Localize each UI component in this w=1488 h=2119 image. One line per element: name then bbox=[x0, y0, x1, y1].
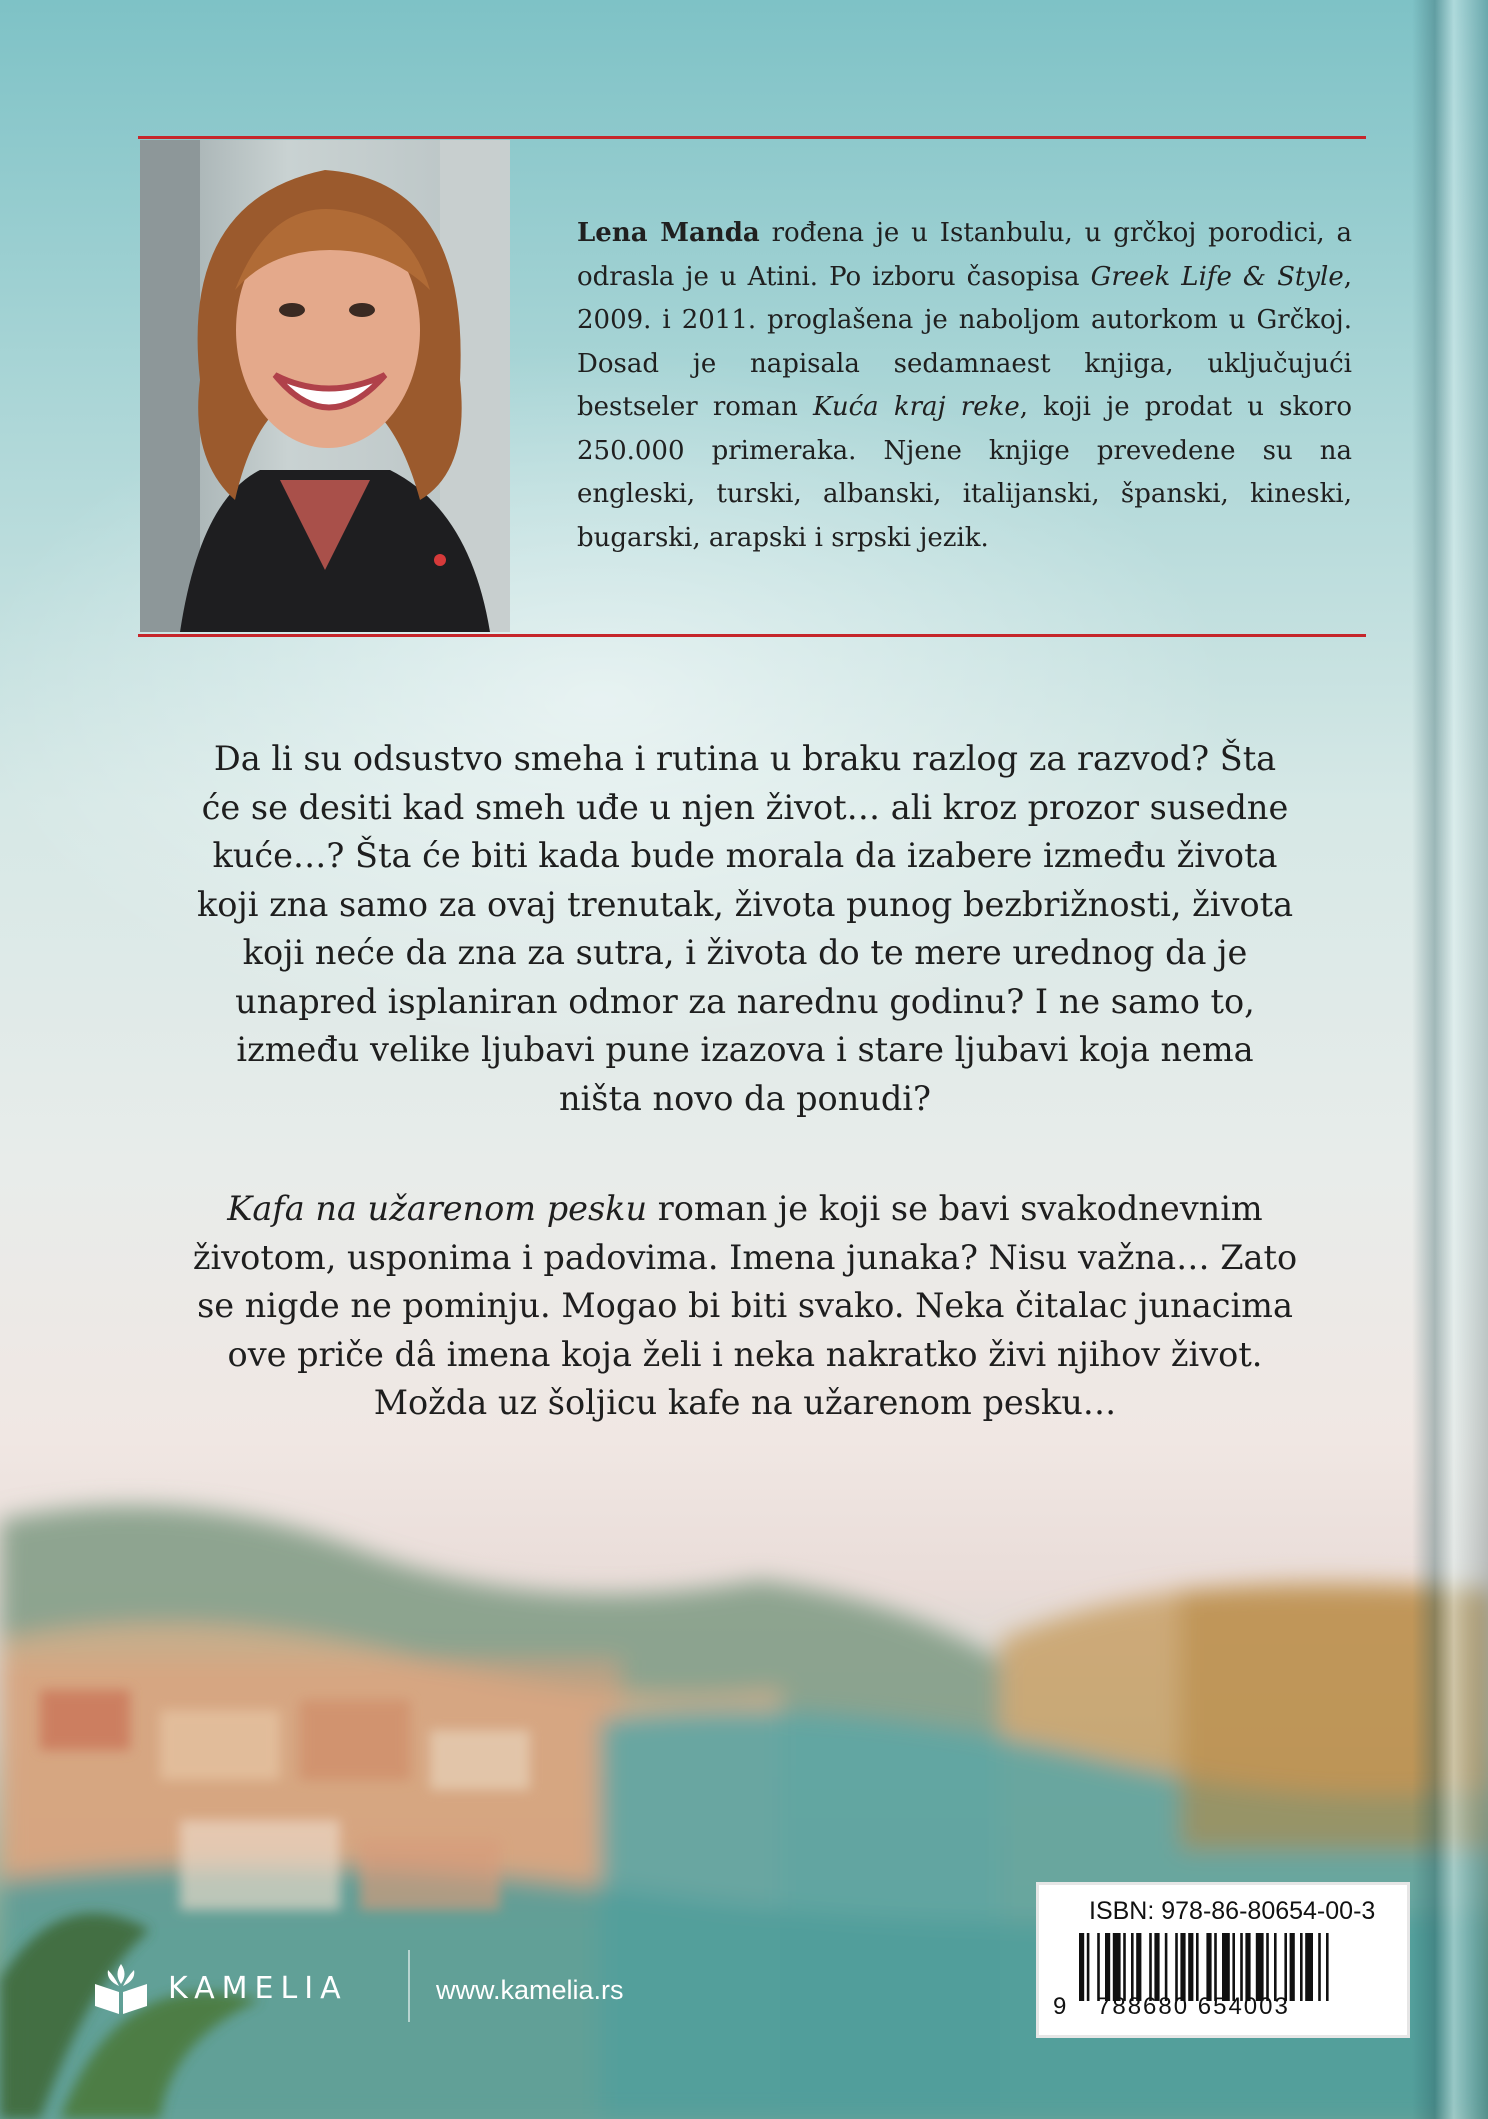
blurb-paragraph-1: Da li su odsustvo smeha i rutina u braku razlog za razvod? Šta će se desiti kad smeh uđe u njen život… ali kroz prozor susedne kuće…? Šta će biti kada bude morala da izabere između života koji zna samo za ovaj trenutak, života punog bezbrižnosti, života koji neće da zna za sutra, i života do te mere urednog da je unapred isplaniran odmor za narednu godinu? I ne samo to, između velike ljubavi pune izazova i stare ljubavi koja nema ništa novo da ponudi? bbox=[196, 739, 1294, 1118]
magazine-title: Greek Life & Style bbox=[1090, 261, 1344, 292]
barcode-bar bbox=[1274, 1933, 1277, 2001]
barcode-bar bbox=[1113, 1933, 1121, 2001]
barcode-bar bbox=[1305, 1933, 1313, 2001]
barcode-graphic bbox=[1079, 1933, 1389, 2001]
barcode-bar bbox=[1284, 1933, 1287, 2001]
book-title: Kafa na užarenom pesku bbox=[227, 1189, 648, 1228]
barcode-bar bbox=[1087, 1933, 1090, 2001]
publisher-website[interactable]: www.kamelia.rs bbox=[436, 1975, 624, 2005]
blurb-paragraph-2 bbox=[190, 1185, 1300, 1428]
bottom-red-rule bbox=[138, 634, 1366, 637]
barcode-bar bbox=[1165, 1933, 1168, 2001]
barcode-bar bbox=[1079, 1933, 1084, 2001]
bio-text-2: , 2009. i 2011. proglašena je naboljom autorkom u Grčkoj. Dosad je napisala sedamnaest knjiga, uključujući bestseler roman bbox=[577, 261, 1352, 422]
barcode-bar bbox=[1206, 1933, 1211, 2001]
barcode-bar bbox=[1097, 1933, 1100, 2001]
author-name: Lena Manda bbox=[577, 218, 760, 248]
author-photo bbox=[140, 140, 510, 632]
barcode-bar bbox=[1131, 1933, 1134, 2001]
book-flame-logo-icon bbox=[92, 1960, 150, 2016]
spine-fold bbox=[1412, 0, 1488, 2119]
barcode-bar bbox=[1240, 1933, 1243, 2001]
top-red-rule bbox=[138, 136, 1366, 139]
barcode-bar bbox=[1214, 1933, 1217, 2001]
barcode-bar bbox=[1245, 1933, 1250, 2001]
barcode-bar bbox=[1222, 1933, 1230, 2001]
barcode-bar bbox=[1300, 1933, 1303, 2001]
bio-text-1: rođena je u Istanbulu, u grčkoj porodici, a odrasla je u Atini. Po izboru časopisa bbox=[577, 218, 1352, 292]
barcode-bar bbox=[1318, 1933, 1321, 2001]
blurb-paragraph-2-text: roman je koji se bavi svakodnevnim životom, usponima i padovima. Imena junaka? Nisu važna… Zato se nigde ne pominju. Mogao bi biti svako. Neka čitalac junacima ove priče dâ imena koja želi i neka nakratko živi njihov život. Možda uz šoljicu kafe na užarenom pesku… bbox=[192, 1189, 1298, 1422]
bestseller-title: Kuća kraj reke bbox=[813, 392, 1020, 422]
barcode-bar bbox=[1149, 1933, 1152, 2001]
logo-divider bbox=[408, 1950, 410, 2022]
barcode-bar bbox=[1154, 1933, 1159, 2001]
barcode-main-digits: 788680 654003 bbox=[1097, 1993, 1290, 2020]
barcode-bar bbox=[1266, 1933, 1269, 2001]
bio-text-3: , koji je prodat u skoro 250.000 primeraka. Njene knjige prevedene su na engleski, turski, albanski, italijanski, španski, kineski, bugarski, arapski i srpski jezik. bbox=[577, 392, 1352, 553]
publisher-name: KAMELIA bbox=[168, 1970, 348, 2006]
isbn-barcode-box bbox=[1036, 1882, 1410, 2038]
barcode-bar bbox=[1123, 1933, 1126, 2001]
barcode-bar bbox=[1136, 1933, 1141, 2001]
barcode-bar bbox=[1175, 1933, 1178, 2001]
publisher-logo bbox=[92, 1960, 348, 2016]
barcode-bar bbox=[1188, 1933, 1193, 2001]
barcode-bar bbox=[1232, 1933, 1235, 2001]
author-bio bbox=[577, 212, 1352, 560]
barcode-bar bbox=[1180, 1933, 1185, 2001]
barcode-bar bbox=[1105, 1933, 1110, 2001]
barcode-bar bbox=[1196, 1933, 1199, 2001]
barcode-bar bbox=[1256, 1933, 1264, 2001]
barcode-lead-digit: 9 bbox=[1053, 1993, 1069, 2020]
barcode-bar bbox=[1326, 1933, 1329, 2001]
isbn-label: ISBN: 978-86-80654-00-3 bbox=[1089, 1897, 1376, 1925]
barcode-bar bbox=[1290, 1933, 1295, 2001]
